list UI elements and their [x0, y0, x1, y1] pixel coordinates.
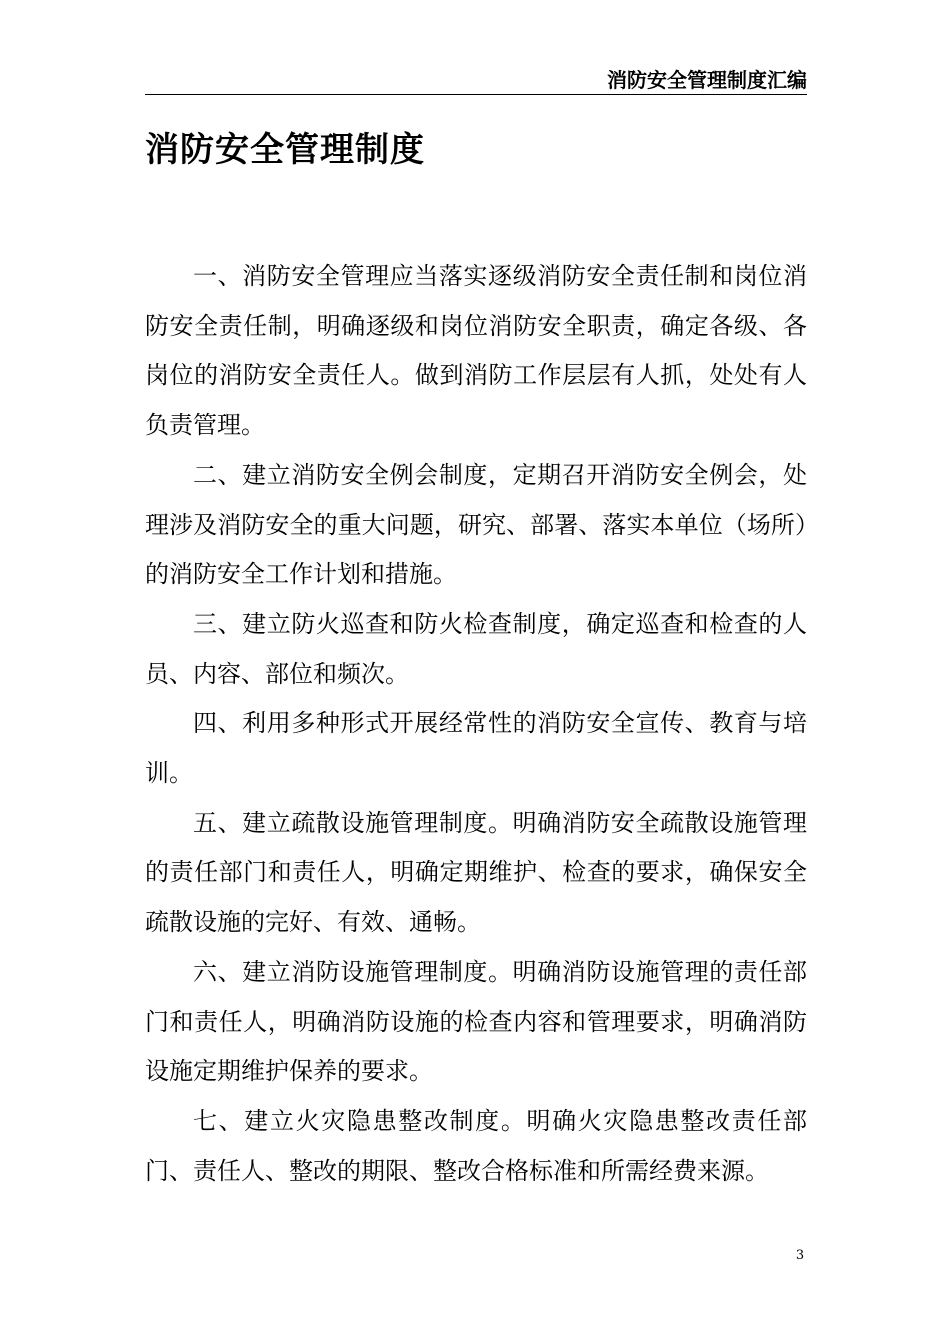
- page-number: 3: [795, 1248, 805, 1263]
- paragraph-5: 五、建立疏散设施管理制度。明确消防安全疏散设施管理的责任部门和责任人，明确定期维护、检查的要求，确保安全疏散设施的完好、有效、通畅。: [145, 808, 807, 937]
- paragraph-4: 四、利用多种形式开展经常性的消防安全宣传、教育与培训。: [145, 709, 807, 788]
- paragraph-7: 七、建立火灾隐患整改制度。明确火灾隐患整改责任部门、责任人、整改的期限、整改合格标准和所需经费来源。: [145, 1106, 807, 1185]
- paragraph-2: 二、建立消防安全例会制度，定期召开消防安全例会，处理涉及消防安全的重大问题，研究、部署、落实本单位（场所）的消防安全工作计划和措施。: [145, 460, 807, 589]
- paragraph-1: 一、消防安全管理应当落实逐级消防安全责任制和岗位消防安全责任制，明确逐级和岗位消防安全职责，确定各级、各岗位的消防安全责任人。做到消防工作层层有人抓，处处有人负责管理。: [145, 262, 807, 440]
- running-header: 消防安全管理制度汇编: [145, 66, 807, 95]
- document-body: [145, 252, 807, 1196]
- paragraph-6: 六、建立消防设施管理制度。明确消防设施管理的责任部门和责任人，明确消防设施的检查内容和管理要求，明确消防设施定期维护保养的要求。: [145, 957, 807, 1086]
- paragraph-3: 三、建立防火巡查和防火检查制度，确定巡查和检查的人员、内容、部位和频次。: [145, 609, 807, 688]
- document-title: 消防安全管理制度: [145, 130, 425, 170]
